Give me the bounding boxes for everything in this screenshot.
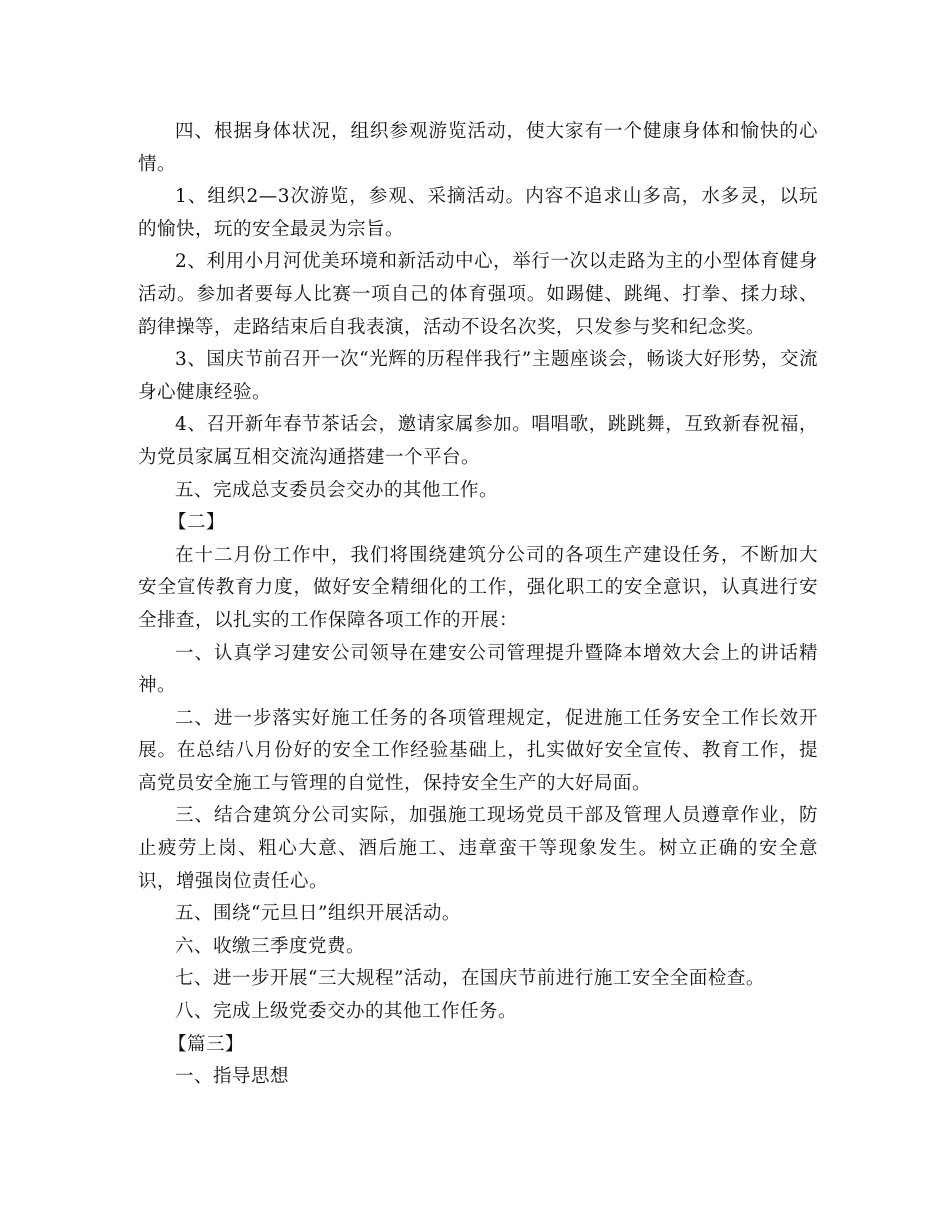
paragraph-section-five: 五、完成总支委员会交办的其他工作。 (175, 479, 499, 501)
paragraph-section-four: 四、根据身体状况，组织参观游览活动，使大家有一个健康身体和愉快的心情。 (138, 121, 818, 175)
paragraph-guiding-ideology: 一、指导思想 (175, 1066, 290, 1088)
paragraph-item-4-tea-party: 4、召开新年春节茶话会，邀请家属参加。唱唱歌，跳跳舞，互致新春祝福，为党员家属互相交流沟通搭建一个平台。 (138, 414, 818, 468)
document-body (138, 116, 818, 1094)
paragraph-point-five: 五、围绕“元旦日”组织开展活动。 (175, 903, 461, 925)
section-heading-three: 【篇三】 (168, 1033, 245, 1055)
paragraph-point-two: 二、进一步落实好施工任务的各项管理规定，促进施工任务安全工作长效开展。在总结八月份好的安全工作经验基础上，扎实做好安全宣传、教育工作，提高党员安全施工与管理的自觉性，保持安全生产的大好局面。 (138, 707, 818, 794)
paragraph-point-eight: 八、完成上级党委交办的其他工作任务。 (175, 1001, 518, 1023)
paragraph-december-intro: 在十二月份工作中，我们将围绕建筑分公司的各项生产建设任务，不断加大安全宣传教育力度，做好安全精细化的工作，强化职工的安全意识，认真进行安全排查，以扎实的工作保障各项工作的开展： (138, 544, 818, 631)
section-heading-two: 【二】 (168, 512, 226, 534)
paragraph-point-three: 三、结合建筑分公司实际，加强施工现场党员干部及管理人员遵章作业，防止疲劳上岗、粗心大意、酒后施工、违章蛮干等现象发生。树立正确的安全意识，增强岗位责任心。 (138, 805, 818, 892)
paragraph-point-six: 六、收缴三季度党费。 (175, 935, 366, 957)
paragraph-item-3-forum: 3、国庆节前召开一次“光辉的历程伴我行”主题座谈会，畅谈大好形势，交流身心健康经验。 (138, 349, 818, 403)
paragraph-item-2-fitness: 2、利用小月河优美环境和新活动中心，举行一次以走路为主的小型体育健身活动。参加者要每人比赛一项自己的体育强项。如踢健、跳绳、打拳、揉力球、韵律操等，走路结束后自我表演，活动不设名次奖，只发参与奖和纪念奖。 (138, 251, 818, 338)
paragraph-item-1-tours: 1、组织2—3次游览，参观、采摘活动。内容不追求山多高，水多灵，以玩的愉快，玩的安全最灵为宗旨。 (138, 186, 818, 240)
paragraph-point-one: 一、认真学习建安公司领导在建安公司管理提升暨降本增效大会上的讲话精神。 (138, 642, 818, 697)
paragraph-point-seven: 七、进一步开展“三大规程”活动，在国庆节前进行施工安全全面检查。 (175, 968, 765, 990)
